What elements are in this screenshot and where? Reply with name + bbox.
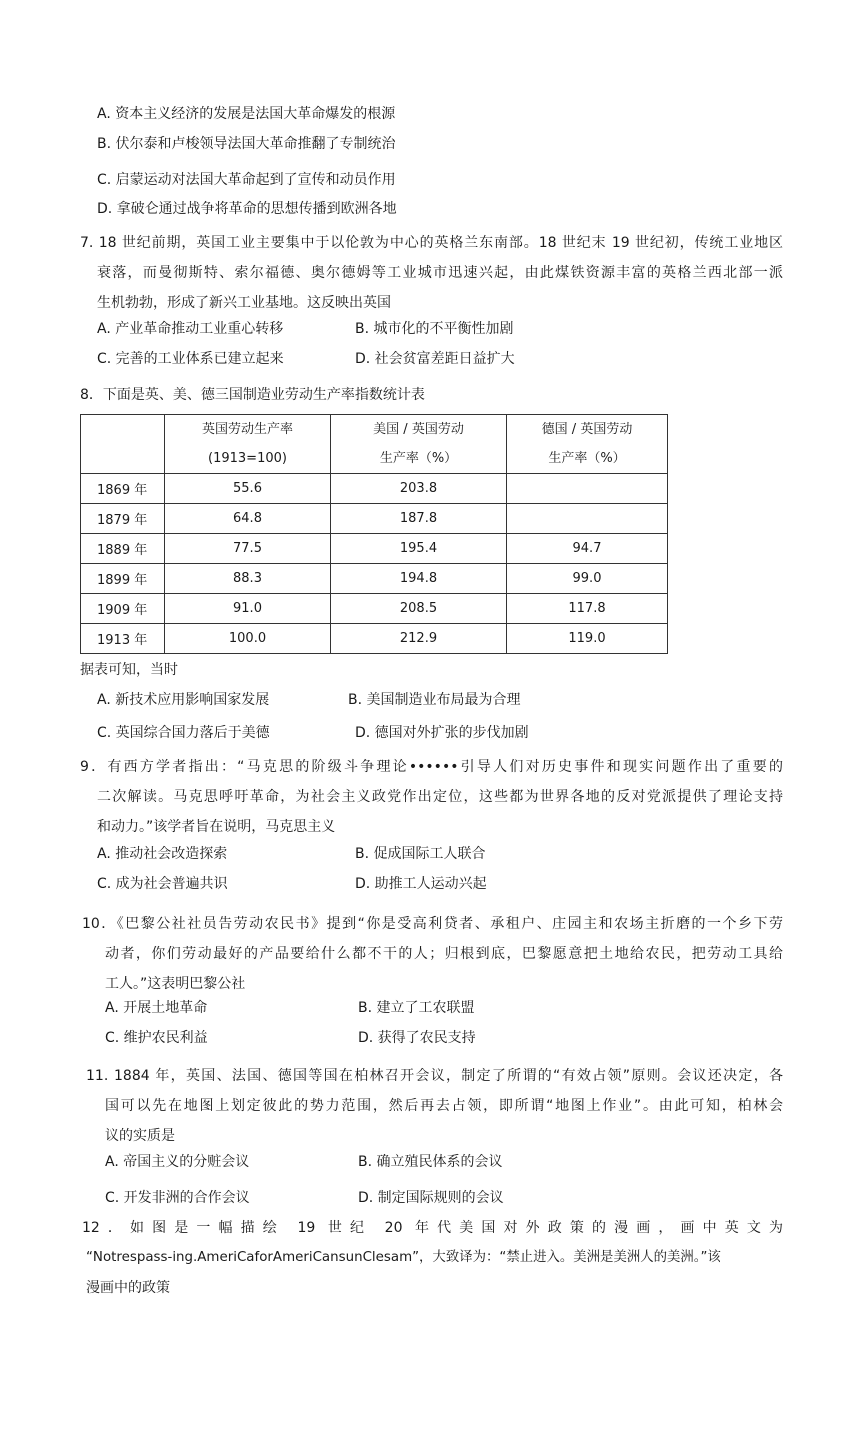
q11-stem-line2: 国可以先在地图上划定彼此的势力范围，然后再去占领，即所谓“地图上作业”。由此可知，柏林会 <box>105 1098 783 1114</box>
q8-option-c: C. 英国综合国力落后于美德 <box>97 725 270 741</box>
q8-after-table: 据表可知，当时 <box>80 662 178 678</box>
table-cell: 100.0 <box>165 624 331 654</box>
table-cell-year: 1899 年 <box>81 564 165 594</box>
q10-stem-line1: 10．《巴黎公社社员告劳动农民书》提到“你是受高利贷者、承租户、庄园主和农场主折磨的一个乡下劳 <box>82 916 783 932</box>
table-cell: 94.7 <box>507 534 668 564</box>
table-header-cell: 美国 / 英国劳动 生产率（%） <box>331 415 507 474</box>
table-cell: 91.0 <box>165 594 331 624</box>
table-row <box>81 504 668 534</box>
q6-option-d: D. 拿破仑通过战争将革命的思想传播到欧洲各地 <box>97 201 397 217</box>
q11-stem-line1: 11. 1884 年，英国、法国、德国等国在柏林召开会议，制定了所谓的“有效占领”原则。会议还决定，各 <box>86 1068 783 1084</box>
table-cell: 55.6 <box>165 474 331 504</box>
table-cell: 195.4 <box>331 534 507 564</box>
table-cell: 203.8 <box>331 474 507 504</box>
q10-option-a: A. 开展土地革命 <box>105 1000 208 1016</box>
table-header-cell <box>81 415 165 474</box>
q8-stem: 8．下面是英、美、德三国制造业劳动生产率指数统计表 <box>80 387 425 403</box>
q9-stem-line2: 二次解读。马克思呼吁革命，为社会主义政党作出定位，这些都为世界各地的反对党派提供了理论支持 <box>97 789 783 805</box>
q11-stem-line3: 议的实质是 <box>105 1128 175 1144</box>
q12-stem-line2: “Notrespass-ing.AmeriCaforAmeriCansunClesam”，大致译为：“禁止进入。美洲是美洲人的美洲。”该 <box>86 1250 721 1265</box>
table-header-cell: 英国劳动生产率 (1913=100) <box>165 415 331 474</box>
q11-option-d: D. 制定国际规则的会议 <box>358 1190 504 1206</box>
q6-option-a: A. 资本主义经济的发展是法国大革命爆发的根源 <box>97 106 396 122</box>
table-cell-year: 1909 年 <box>81 594 165 624</box>
q7-stem-line2: 衰落，而曼彻斯特、索尔福德、奥尔德姆等工业城市迅速兴起，由此煤铁资源丰富的英格兰西北部一派 <box>97 265 783 281</box>
table-cell: 208.5 <box>331 594 507 624</box>
q8-option-a: A. 新技术应用影响国家发展 <box>97 692 270 708</box>
q11-option-a: A. 帝国主义的分赃会议 <box>105 1154 250 1170</box>
q7-stem-line1: 7. 18 世纪前期，英国工业主要集中于以伦敦为中心的英格兰东南部。18 世纪末 19 世纪初，传统工业地区 <box>80 235 783 251</box>
table-header-row <box>81 415 668 474</box>
q6-option-c: C. 启蒙运动对法国大革命起到了宣传和动员作用 <box>97 172 396 188</box>
table-row <box>81 594 668 624</box>
q9-option-a: A. 推动社会改造探索 <box>97 846 228 862</box>
q10-option-d: D. 获得了农民支持 <box>358 1030 476 1046</box>
q10-option-b: B. 建立了工农联盟 <box>358 1000 475 1016</box>
q12-stem-line3: 漫画中的政策 <box>86 1280 170 1296</box>
table-cell-year: 1889 年 <box>81 534 165 564</box>
table-cell: 117.8 <box>507 594 668 624</box>
q7-option-c: C. 完善的工业体系已建立起来 <box>97 351 284 367</box>
q9-stem-line1: 9．有西方学者指出：“马克思的阶级斗争理论••••••引导人们对历史事件和现实问题作出了重要的 <box>80 759 783 775</box>
table-cell-year: 1913 年 <box>81 624 165 654</box>
table-cell-year: 1879 年 <box>81 504 165 534</box>
table-cell: 194.8 <box>331 564 507 594</box>
q8-option-d: D. 德国对外扩张的步伐加剧 <box>355 725 529 741</box>
table-cell: 119.0 <box>507 624 668 654</box>
q7-option-b: B. 城市化的不平衡性加剧 <box>355 321 514 337</box>
q6-option-b: B. 伏尔泰和卢梭领导法国大革命推翻了专制统治 <box>97 136 396 152</box>
table-header-cell: 德国 / 英国劳动 生产率（%） <box>507 415 668 474</box>
table-cell: 64.8 <box>165 504 331 534</box>
q8-option-b: B. 美国制造业布局最为合理 <box>348 692 521 708</box>
q7-option-a: A. 产业革命推动工业重心转移 <box>97 321 284 337</box>
q9-option-b: B. 促成国际工人联合 <box>355 846 486 862</box>
table-row <box>81 534 668 564</box>
table-row <box>81 564 668 594</box>
table-cell: 187.8 <box>331 504 507 534</box>
q10-option-c: C. 维护农民利益 <box>105 1030 208 1046</box>
table-row <box>81 474 668 504</box>
q9-option-c: C. 成为社会普遍共识 <box>97 876 228 892</box>
table-cell: 99.0 <box>507 564 668 594</box>
table-cell: 212.9 <box>331 624 507 654</box>
productivity-table <box>80 414 668 654</box>
q11-option-c: C. 开发非洲的合作会议 <box>105 1190 250 1206</box>
q10-stem-line3: 工人。”这表明巴黎公社 <box>105 976 246 992</box>
q11-option-b: B. 确立殖民体系的会议 <box>358 1154 503 1170</box>
table-cell <box>507 474 668 504</box>
table-cell <box>507 504 668 534</box>
table-cell-year: 1869 年 <box>81 474 165 504</box>
q7-stem-line3: 生机勃勃，形成了新兴工业基地。这反映出英国 <box>97 295 391 311</box>
q9-option-d: D. 助推工人运动兴起 <box>355 876 487 892</box>
table-cell: 77.5 <box>165 534 331 564</box>
table-row <box>81 624 668 654</box>
q10-stem-line2: 动者，你们劳动最好的产品要给什么都不干的人；归根到底，巴黎愿意把土地给农民，把劳动工具给 <box>105 946 783 962</box>
q9-stem-line3: 和动力。”该学者旨在说明，马克思主义 <box>97 819 336 835</box>
q7-option-d: D. 社会贫富差距日益扩大 <box>355 351 515 367</box>
q12-stem-line1: 12．如图是一幅描绘 19 世纪 20 年代美国对外政策的漫画，画中英文为 <box>82 1220 783 1236</box>
table-cell: 88.3 <box>165 564 331 594</box>
